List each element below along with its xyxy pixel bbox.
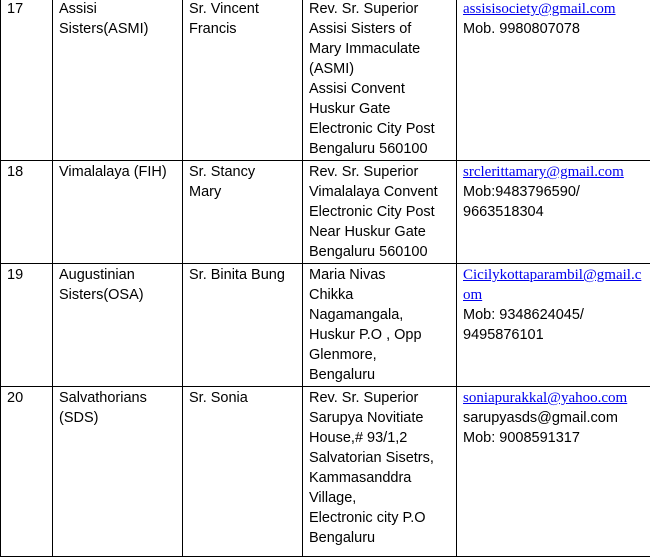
contact-person: Sr. Binita Bung	[189, 265, 296, 285]
serial-number-cell	[1, 0, 53, 161]
address-line: Vimalalaya Convent	[309, 182, 450, 202]
address-line: Rev. Sr. Superior	[309, 0, 450, 19]
contact-person-cell	[183, 387, 303, 557]
congregation-cell	[53, 161, 183, 264]
table-row	[1, 161, 650, 264]
address-cell	[303, 161, 457, 264]
congregation-name: Assisi	[59, 0, 176, 19]
address-line: Huskur Gate	[309, 99, 450, 119]
congregation-cell	[53, 387, 183, 557]
phone-number: Mob: 9348624045/	[463, 305, 644, 325]
phone-number: Mob: 9008591317	[463, 428, 644, 448]
address-line: Maria Nivas	[309, 265, 450, 285]
address-line: (ASMI)	[309, 59, 450, 79]
contact-person: Sr. Vincent	[189, 0, 296, 19]
address-line: Rev. Sr. Superior	[309, 388, 450, 408]
address-line: House,# 93/1,2	[309, 428, 450, 448]
address-line: Village,	[309, 488, 450, 508]
table-body	[1, 0, 650, 557]
address-line: Electronic city P.O	[309, 508, 450, 528]
address-line: Mary Immaculate	[309, 39, 450, 59]
congregation-name: (SDS)	[59, 408, 176, 428]
address-line: Glenmore,	[309, 345, 450, 365]
congregation-name: Augustinian	[59, 265, 176, 285]
address-line: Bengaluru	[309, 365, 450, 385]
serial-number: 20	[7, 388, 46, 408]
email-link[interactable]: assisisociety@gmail.com	[463, 0, 644, 19]
phone-number: Mob:9483796590/	[463, 182, 644, 202]
contact-person-cell	[183, 161, 303, 264]
address-line: Assisi Convent	[309, 79, 450, 99]
address-cell	[303, 0, 457, 161]
serial-number: 19	[7, 265, 46, 285]
phone-number: 9663518304	[463, 202, 644, 222]
congregation-name: Salvathorians	[59, 388, 176, 408]
email-link[interactable]: soniapurakkal@yahoo.com	[463, 388, 644, 408]
email-link[interactable]: srclerittamary@gmail.com	[463, 162, 644, 182]
address-line: Nagamangala,	[309, 305, 450, 325]
address-line: Electronic City Post	[309, 202, 450, 222]
table-row	[1, 387, 650, 557]
table-row	[1, 0, 650, 161]
address-line: Electronic City Post	[309, 119, 450, 139]
address-line: Bengaluru	[309, 528, 450, 548]
phone-number: Mob. 9980807078	[463, 19, 644, 39]
serial-number-cell	[1, 161, 53, 264]
address-cell	[303, 387, 457, 557]
contact-person: Francis	[189, 19, 296, 39]
email-phone-cell	[457, 161, 650, 264]
secondary-email: sarupyasds@gmail.com	[463, 408, 644, 428]
email-phone-cell	[457, 387, 650, 557]
contact-person-cell	[183, 264, 303, 387]
address-line: Sarupya Novitiate	[309, 408, 450, 428]
address-line: Assisi Sisters of	[309, 19, 450, 39]
address-line: Chikka	[309, 285, 450, 305]
email-link[interactable]: Cicilykottaparambil@gmail.com	[463, 265, 644, 305]
congregation-name: Sisters(OSA)	[59, 285, 176, 305]
email-phone-cell	[457, 0, 650, 161]
email-phone-cell	[457, 264, 650, 387]
serial-number: 18	[7, 162, 46, 182]
phone-number: 9495876101	[463, 325, 644, 345]
congregation-name: Vimalalaya (FIH)	[59, 162, 176, 182]
serial-number: 17	[7, 0, 46, 19]
serial-number-cell	[1, 387, 53, 557]
contact-person: Sr. Stancy	[189, 162, 296, 182]
serial-number-cell	[1, 264, 53, 387]
congregation-name: Sisters(ASMI)	[59, 19, 176, 39]
congregation-cell	[53, 0, 183, 161]
address-line: Huskur P.O , Opp	[309, 325, 450, 345]
address-line: Rev. Sr. Superior	[309, 162, 450, 182]
contact-person: Mary	[189, 182, 296, 202]
address-line: Near Huskur Gate	[309, 222, 450, 242]
address-cell	[303, 264, 457, 387]
address-line: Bengaluru 560100	[309, 242, 450, 262]
congregation-cell	[53, 264, 183, 387]
contact-person: Sr. Sonia	[189, 388, 296, 408]
address-line: Salvatorian Sisetrs,	[309, 448, 450, 468]
contact-person-cell	[183, 0, 303, 161]
table-row	[1, 264, 650, 387]
address-line: Kammasanddra	[309, 468, 450, 488]
address-line: Bengaluru 560100	[309, 139, 450, 159]
